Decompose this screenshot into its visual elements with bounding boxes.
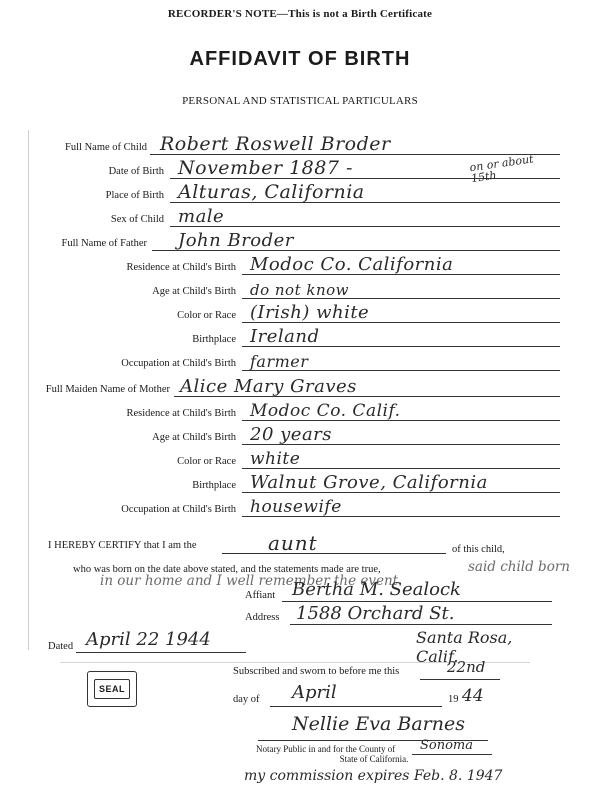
notary-signature: Nellie Eva Barnes <box>292 713 465 735</box>
field-value: Modoc Co. California <box>250 254 454 275</box>
field-label: Place of Birth <box>105 190 164 201</box>
field-value: Modoc Co. Calif. <box>250 401 401 421</box>
certify-text: I HEREBY CERTIFY that I am the <box>48 540 197 551</box>
city-value: Santa Rosa, Calif. <box>416 628 513 666</box>
certify-text-end: of this child, <box>452 544 505 555</box>
notary-state: State of California. <box>339 754 409 764</box>
field-value: Alturas, California <box>178 181 365 203</box>
field-value: 20 years <box>250 424 333 445</box>
dated-label: Dated <box>48 641 74 652</box>
affiant-label: Affiant <box>245 590 276 601</box>
sworn-text: Subscribed and sworn to before me this <box>233 666 400 677</box>
relation-value: aunt <box>268 531 318 555</box>
field-label: Color or Race <box>177 310 236 321</box>
notary-county-value: Sonoma <box>420 738 474 753</box>
seal-label: SEAL <box>94 679 130 699</box>
year-prefix: 19 <box>448 694 459 705</box>
field-label: Birthplace <box>192 480 236 491</box>
field-label: Birthplace <box>192 334 236 345</box>
day-of-label: day of <box>233 694 260 705</box>
field-value: farmer <box>250 352 309 371</box>
field-label: Residence at Child's Birth <box>126 262 236 273</box>
field-value: Robert Roswell Broder <box>160 133 391 155</box>
document-subtitle: PERSONAL AND STATISTICAL PARTICULARS <box>182 95 418 107</box>
field-value: John Broder <box>178 230 294 251</box>
notary-caption: Notary Public in and for the County of <box>256 744 396 754</box>
field-label: Date of Birth <box>108 166 164 177</box>
field-value: housewife <box>250 497 342 517</box>
field-label: Occupation at Child's Birth <box>121 504 236 515</box>
field-value: Walnut Grove, California <box>250 472 488 493</box>
recorders-note: RECORDER'S NOTE—This is not a Birth Certificate <box>167 8 433 20</box>
field-label: Full Name of Father <box>61 238 147 249</box>
field-value: (Irish) white <box>250 302 370 323</box>
field-label: Full Name of Child <box>65 142 147 153</box>
commission-note: my commission expires Feb. 8. 1947 <box>244 768 503 784</box>
sworn-month-value: April <box>292 682 337 703</box>
field-label: Occupation at Child's Birth <box>121 358 236 369</box>
field-label: Residence at Child's Birth <box>126 408 236 419</box>
notary-seal <box>87 671 137 707</box>
field-label: Age at Child's Birth <box>152 286 236 297</box>
dated-value: April 22 1944 <box>86 629 211 650</box>
field-value: Alice Mary Graves <box>180 376 357 397</box>
field-value: November 1887 - <box>178 157 353 179</box>
date-note: on or about 15th <box>468 152 535 186</box>
sworn-year-value: 44 <box>462 686 484 706</box>
margin-note: said child born in our home and I well remember the event <box>100 559 570 589</box>
field-value: male <box>178 206 225 227</box>
field-value: do not know <box>250 281 350 299</box>
field-value: Ireland <box>250 326 320 347</box>
field-label: Color or Race <box>177 456 236 467</box>
address-label: Address <box>245 612 280 623</box>
field-label: Sex of Child <box>110 214 164 225</box>
field-label: Age at Child's Birth <box>152 432 236 443</box>
scan-margin-line <box>28 130 29 650</box>
address-value: 1588 Orchard St. <box>296 603 455 624</box>
sworn-day-value: 22nd <box>447 658 486 676</box>
document-title: AFFIDAVIT OF BIRTH <box>189 48 411 70</box>
affiant-signature: Bertha M. Sealock <box>292 579 461 600</box>
field-value: white <box>250 449 301 469</box>
certify-statement: who was born on the date above stated, and the statements made are true, <box>73 564 381 575</box>
field-label: Full Maiden Name of Mother <box>45 384 170 395</box>
